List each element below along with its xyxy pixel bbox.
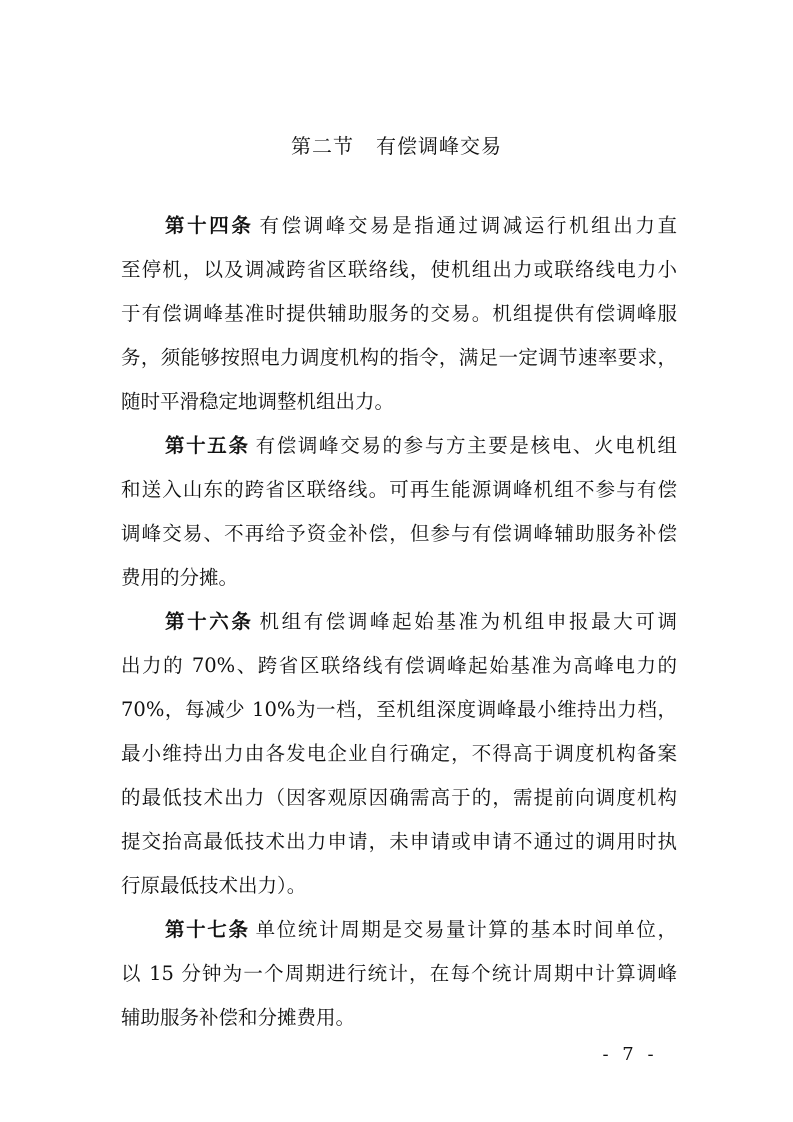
article-14-line-4: 务，须能够按照电力调度机构的指令，满足一定调节速率要求，: [121, 346, 677, 369]
article-17-line-2: 以 15 分钟为一个周期进行统计，在每个统计周期中计算调峰: [121, 962, 677, 985]
article-16-line-4: 最小维持出力由各发电企业自行确定，不得高于调度机构备案: [121, 742, 677, 765]
article-16-text-1: 机组有偿调峰起始基准为机组申报最大可调: [259, 610, 677, 633]
article-16-line-2: 出力的 70%、跨省区联络线有偿调峰起始基准为高峰电力的: [121, 654, 677, 677]
section-number: 第二节: [291, 134, 354, 158]
article-14-line-2: 至停机，以及调减跨省区联络线，使机组出力或联络线电力小: [121, 258, 677, 281]
article-14-text-1: 有偿调峰交易是指通过调减运行机组出力直: [259, 214, 677, 237]
article-14-line-1: [165, 208, 677, 244]
article-14-label: 第十四条: [165, 214, 254, 237]
article-15-label: 第十五条: [165, 434, 250, 457]
article-16-line-3: 70%，每减少 10%为一档，至机组深度调峰最小维持出力档，: [121, 698, 677, 721]
article-15-line-2: 和送入山东的跨省区联络线。可再生能源调峰机组不参与有偿: [121, 478, 677, 501]
page-number: - 7 -: [602, 1044, 658, 1065]
article-17-text-1: 单位统计周期是交易量计算的基本时间单位，: [255, 918, 677, 941]
section-title: [0, 128, 793, 164]
article-16-line-7: 行原最低技术出力）。: [121, 874, 307, 897]
article-17-label: 第十七条: [165, 918, 250, 941]
article-15-text-1: 有偿调峰交易的参与方主要是核电、火电机组: [255, 434, 677, 457]
article-16-label: 第十六条: [165, 610, 254, 633]
article-14-line-3: 于有偿调峰基准时提供辅助服务的交易。机组提供有偿调峰服: [121, 302, 677, 325]
article-15-line-3: 调峰交易、不再给予资金补偿，但参与有偿调峰辅助服务补偿: [121, 522, 677, 545]
article-17-line-3: 辅助服务补偿和分摊费用。: [121, 1006, 356, 1029]
section-heading: 有偿调峰交易: [376, 134, 502, 158]
article-17-line-1: [165, 912, 677, 948]
article-15-line-1: [165, 428, 677, 464]
article-14-line-5: 随时平滑稳定地调整机组出力。: [121, 390, 395, 413]
article-16-line-1: [165, 604, 677, 640]
article-15-line-4: 费用的分摊。: [121, 566, 239, 589]
article-16-line-5: 的最低技术出力（因客观原因确需高于的，需提前向调度机构: [121, 786, 677, 809]
article-16-line-6: 提交抬高最低技术出力申请，未申请或申请不通过的调用时执: [121, 830, 677, 853]
